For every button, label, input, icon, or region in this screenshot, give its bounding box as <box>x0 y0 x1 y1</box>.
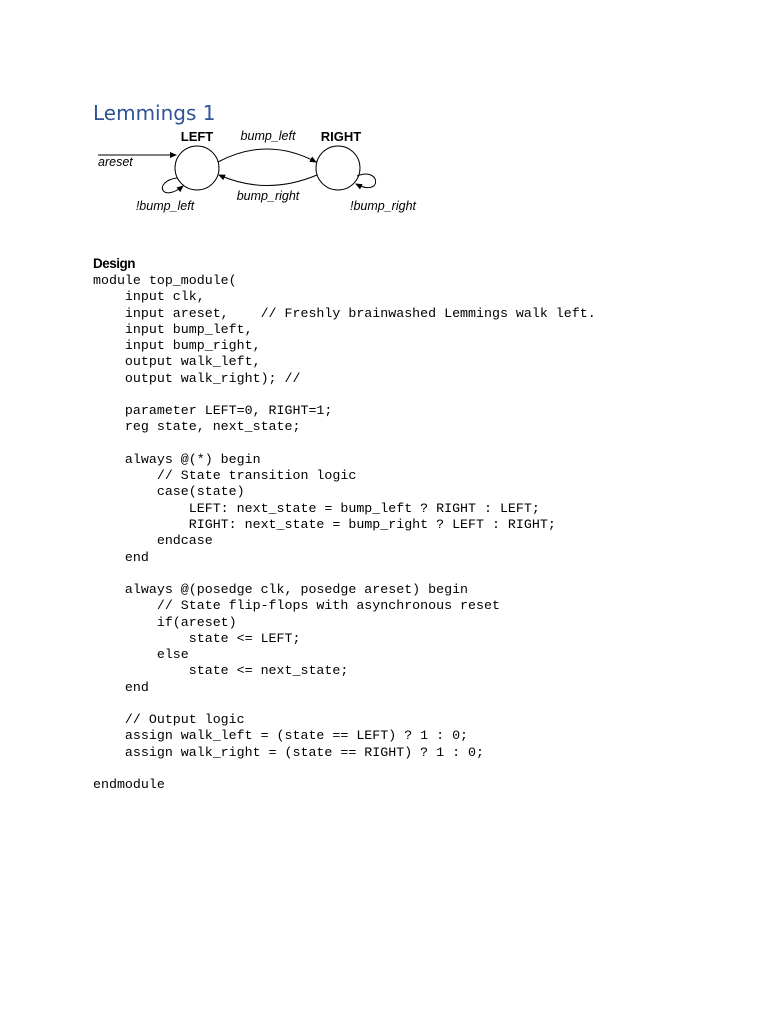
code-line: assign walk_left = (state == LEFT) ? 1 : 0; <box>93 728 469 744</box>
code-line: reg state, next_state; <box>93 419 301 435</box>
code-line: always @(*) begin <box>93 451 261 467</box>
code-line: input bump_right, <box>93 338 261 354</box>
code-line: // Output logic <box>93 712 245 728</box>
code-line: endcase <box>93 533 213 549</box>
code-line: output walk_right); // <box>93 370 301 386</box>
state-left-label: LEFT <box>180 129 214 144</box>
code-line: // State transition logic <box>93 468 357 484</box>
code-line: input bump_left, <box>93 321 253 337</box>
code-line <box>93 761 596 777</box>
code-block <box>93 273 596 794</box>
reset-label: areset <box>98 155 133 169</box>
transition-left-to-right-label: bump_left <box>240 129 296 143</box>
code-line: if(areset) <box>93 614 237 630</box>
code-line: module top_module( <box>93 273 237 288</box>
self-loop-right-label: !bump_right <box>349 199 417 213</box>
code-line <box>93 696 596 712</box>
transition-right-to-left-label: bump_right <box>236 189 300 203</box>
code-line: case(state) <box>93 484 245 500</box>
state-right-circle <box>316 146 360 190</box>
code-line: endmodule <box>93 777 165 793</box>
code-line: always @(posedge clk, posedge areset) begin <box>93 582 469 598</box>
section-heading-design: Design <box>93 256 136 271</box>
code-line: input clk, <box>93 289 205 305</box>
code-line: end <box>93 549 149 565</box>
code-line <box>93 436 596 452</box>
code-line: input areset, // Freshly brainwashed Lemmings walk left. <box>93 305 596 321</box>
code-line: else <box>93 647 189 663</box>
transition-right-to-left-arrow <box>219 175 317 186</box>
state-left-circle <box>175 146 219 190</box>
code-line <box>93 387 596 403</box>
self-loop-left-label: !bump_left <box>135 199 195 213</box>
code-line: LEFT: next_state = bump_left ? RIGHT : LEFT; <box>93 500 540 516</box>
state-machine-diagram <box>93 126 433 218</box>
code-line: assign walk_right = (state == RIGHT) ? 1 : 0; <box>93 744 484 760</box>
code-line: state <= next_state; <box>93 663 349 679</box>
transition-left-to-right-arrow <box>218 149 316 162</box>
code-line: end <box>93 679 149 695</box>
self-loop-left-arrow <box>162 178 183 193</box>
code-line: output walk_left, <box>93 354 261 370</box>
code-line: parameter LEFT=0, RIGHT=1; <box>93 403 333 419</box>
state-right-label: RIGHT <box>320 129 362 144</box>
code-line <box>93 566 596 582</box>
code-line: RIGHT: next_state = bump_right ? LEFT : RIGHT; <box>93 516 556 532</box>
code-line: // State flip-flops with asynchronous reset <box>93 598 500 614</box>
page-title: Lemmings 1 <box>93 101 216 125</box>
code-line: state <= LEFT; <box>93 630 301 646</box>
